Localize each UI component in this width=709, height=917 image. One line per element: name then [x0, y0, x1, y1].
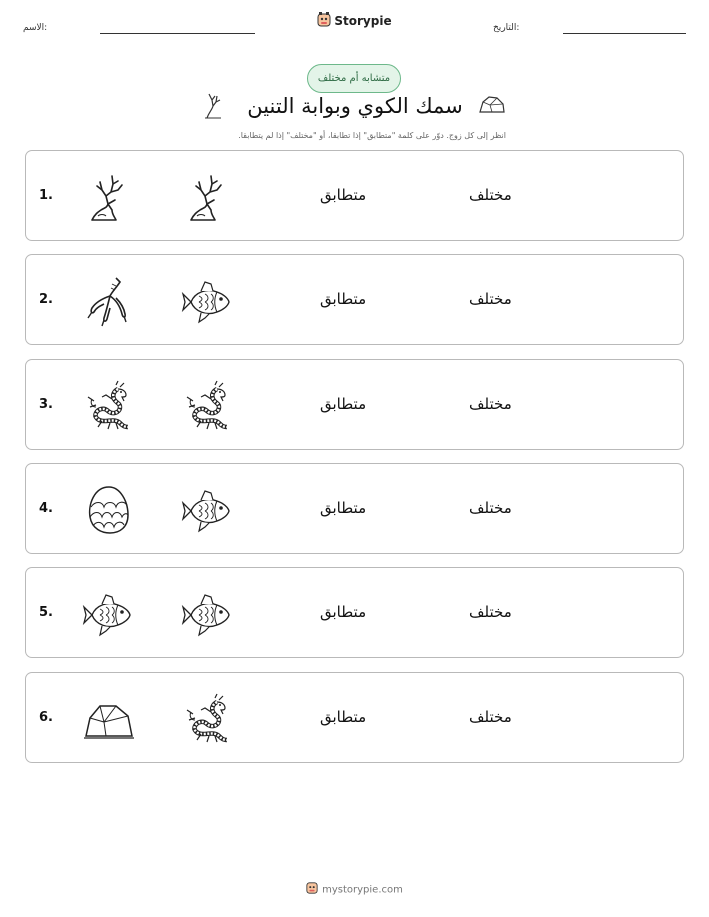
brand-name: Storypie: [334, 14, 392, 28]
rock-icon: [478, 94, 506, 120]
date-line[interactable]: [563, 33, 686, 34]
instructions: انظر إلى كل زوج. دوّر على كلمة "متطابق" إذا تطابقا، أو "مختلف" إذا لم يتطابقا.: [238, 131, 506, 140]
same-choice[interactable]: متطابق: [320, 498, 367, 517]
claw-icon: [82, 274, 136, 328]
activity-type-badge: متشابه أم مختلف: [307, 64, 401, 93]
same-choice[interactable]: متطابق: [320, 394, 367, 413]
footer-site[interactable]: mystorypie.com: [322, 884, 403, 896]
question-number: 3.: [39, 396, 53, 412]
question-number: 4.: [39, 500, 53, 516]
different-choice[interactable]: مختلف: [469, 394, 512, 413]
dragon-icon: [181, 692, 235, 746]
question-row: [25, 463, 684, 554]
koi-fish-icon: [181, 274, 235, 328]
question-number: 5.: [39, 605, 53, 621]
dragon-icon: [82, 379, 136, 433]
rock-icon: [82, 692, 136, 746]
different-choice[interactable]: مختلف: [469, 186, 512, 204]
dragon-icon: [181, 379, 235, 433]
question-number: 6.: [39, 709, 53, 725]
question-number: 2.: [39, 292, 53, 308]
question-row: [25, 254, 684, 345]
mascot-icon: [306, 881, 318, 898]
koi-fish-icon: [181, 587, 235, 641]
date-label: التاريخ:: [493, 23, 520, 33]
same-choice[interactable]: متطابق: [320, 186, 367, 204]
name-line[interactable]: [100, 33, 255, 34]
mascot-icon: [317, 12, 331, 31]
coral-icon: [181, 170, 235, 224]
footer: [0, 881, 709, 898]
page-title: سمك الكوي وبوابة التنين: [247, 94, 463, 118]
different-choice[interactable]: مختلف: [469, 290, 512, 309]
koi-fish-icon: [82, 587, 136, 641]
coral-icon: [82, 170, 136, 224]
same-choice[interactable]: متطابق: [320, 603, 367, 622]
question-row: [25, 359, 684, 450]
different-choice[interactable]: مختلف: [469, 707, 512, 726]
question-row: [25, 150, 684, 241]
name-label: الاسم:: [23, 23, 48, 33]
different-choice[interactable]: مختلف: [469, 603, 512, 622]
question-number: 1.: [39, 188, 53, 203]
same-choice[interactable]: متطابق: [320, 290, 367, 309]
brand-logo: [0, 12, 709, 31]
different-choice[interactable]: مختلف: [469, 498, 512, 517]
same-choice[interactable]: متطابق: [320, 707, 367, 726]
question-row: [25, 672, 684, 763]
question-row: [25, 567, 684, 658]
koi-fish-icon: [181, 483, 235, 537]
scale-egg-icon: [82, 483, 136, 537]
